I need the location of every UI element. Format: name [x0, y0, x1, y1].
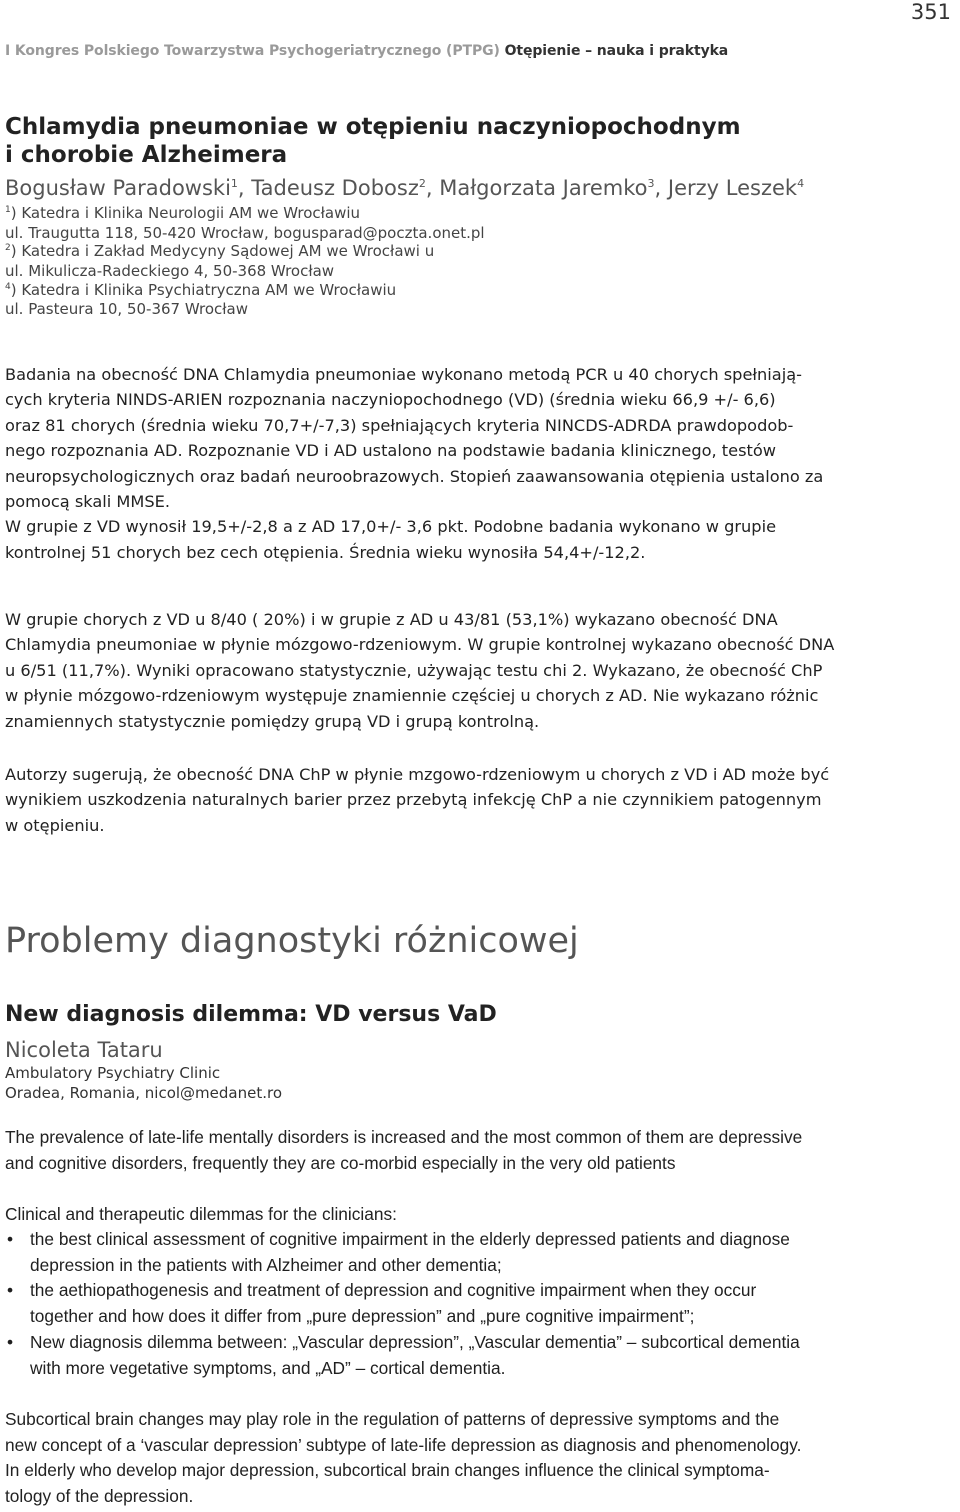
affiliation-sup: 4: [5, 282, 11, 292]
affiliation-sup: 2: [5, 243, 11, 253]
dilemmas-heading: Clinical and therapeutic dilemmas for the clinicians:: [5, 1204, 397, 1224]
text-line: Autorzy sugerują, że obecność DNA ChP w płynie mzgowo-rdzeniowym u chorych z VD i AD może być: [5, 765, 830, 784]
text-line: u 6/51 (11,7%). Wyniki opracowano statystycznie, używając testu chi 2. Wykazano, że obecność ChP: [5, 660, 823, 680]
affiliation-sup: 1: [5, 205, 11, 215]
author-sup: 1: [230, 177, 238, 190]
text-line: znamiennych statystycznie pomiędzy grupą VD i grupą kontrolną.: [5, 711, 540, 731]
author-name: Bogusław Paradowski: [5, 176, 231, 200]
article2-closing: [5, 1407, 960, 1510]
text-line: with more vegetative symptoms, and „AD” – cortical dementia.: [30, 1357, 506, 1378]
affiliation-line: [5, 224, 485, 242]
text-line: tology of the depression.: [5, 1486, 194, 1507]
article1-title-line: i chorobie Alzheimera: [5, 142, 288, 168]
affiliation-text: ) Katedra i Klinika Neurologii AM we Wrocławiu: [10, 204, 361, 222]
page-number: 351: [910, 0, 951, 24]
text-line: new concept of a ‘vascular depression’ subtype of late-life depression as diagnosis and phenomenology.: [5, 1434, 802, 1455]
author-name: Małgorzata Jaremko: [439, 176, 648, 200]
list-item: [5, 1227, 960, 1278]
article1-paragraph-methods: [5, 362, 955, 565]
affiliation-line: [5, 204, 360, 222]
author-sup: 3: [647, 177, 655, 190]
text-line: together and how does it differ from „pure depression” and „pure cognitive impairment”;: [30, 1306, 695, 1327]
section-title: Problemy diagnostyki różnicowej: [5, 921, 579, 961]
text-line: • the aethiopathogenesis and treatment of depression and cognitive impairment when they occur: [30, 1280, 757, 1301]
article1-title: [5, 113, 741, 169]
author-sup: 2: [418, 177, 426, 190]
text-line: neuropsychologicznych oraz badań neuroobrazowych. Stopień zaawansowania otępienia ustalono za: [5, 466, 824, 486]
text-line: Subcortical brain changes may play role in the regulation of patterns of depressive symptoms and the: [5, 1409, 780, 1429]
affiliation-text: ul. Traugutta 118, 50-420 Wrocław, bogusparad@poczta.onet.pl: [5, 224, 485, 242]
affiliation-text: ) Katedra i Klinika Psychiatryczna AM we Wrocławiu: [10, 281, 397, 299]
author-separator: ,: [654, 176, 668, 200]
text-line: w otępieniu.: [5, 815, 105, 835]
affiliation-text: ul. Mikulicza-Radeckiego 4, 50-368 Wrocław: [5, 262, 335, 280]
list-item: [5, 1278, 960, 1329]
author-name: Tadeusz Dobosz: [251, 176, 419, 200]
affiliation-line: [5, 262, 334, 280]
running-header-main: I Kongres Polskiego Towarzystwa Psychogeriatrycznego (PTPG): [5, 43, 500, 59]
article2-affiliation: Oradea, Romania, nicol@medanet.ro: [5, 1084, 282, 1102]
author-separator: ,: [237, 176, 252, 200]
author-separator: ,: [425, 176, 440, 200]
affiliation-line: [5, 242, 434, 260]
text-line: depression in the patients with Alzheimer and other dementia;: [30, 1254, 502, 1275]
article1-paragraph-conclusions: [5, 762, 955, 838]
affiliation-text: ul. Pasteura 10, 50-367 Wrocław: [5, 300, 248, 318]
text-line: oraz 81 chorych (średnia wieku 70,7+/-7,3) spełniających kryteria NINCDS-ADRDA prawdopodob-: [5, 415, 794, 435]
running-header: [5, 43, 728, 59]
running-header-tail: Otępienie – nauka i praktyka: [504, 43, 729, 59]
text-line: cych kryteria NINDS-ARIEN rozpoznania naczyniopochodnego (VD) (średnia wieku 66,9 +/- 6,6): [5, 390, 776, 410]
text-line: Badania na obecność DNA Chlamydia pneumoniae wykonano metodą PCR u 40 chorych spełniają-: [5, 365, 802, 384]
text-line: The prevalence of late-life mentally disorders is increased and the most common of them are depressive: [5, 1127, 803, 1147]
article2-title: New diagnosis dilemma: VD versus VaD: [5, 1002, 497, 1027]
text-line: and cognitive disorders, frequently they are co-morbid especially in the very old patients: [5, 1152, 676, 1173]
dilemmas-list: [5, 1227, 960, 1381]
text-line: In elderly who develop major depression, subcortical brain changes influence the clinical symptoma-: [5, 1460, 770, 1481]
text-line: wynikiem uszkodzenia naturalnych barier przez przebytą infekcję ChP a nie czynnikiem patogennym: [5, 790, 822, 810]
text-line: Chlamydia pneumoniae w płynie mózgowo-rdzeniowym. W grupie kontrolnej wykazano obecność DNA: [5, 635, 835, 655]
text-line: nego rozpoznania AD. Rozpoznanie VD i AD ustalono na podstawie badania klinicznego, testów: [5, 441, 777, 461]
text-line: W grupie chorych z VD u 8/40 ( 20%) i w grupie z AD u 43/81 (53,1%) wykazano obecność DNA: [5, 610, 778, 629]
article1-title-line: Chlamydia pneumoniae w otępieniu naczyniopochodnym: [5, 114, 741, 140]
text-line: W grupie z VD wynosił 19,5+/-2,8 a z AD 17,0+/- 3,6 pkt. Podobne badania wykonano w grupie: [5, 517, 777, 537]
article1-authors: [5, 176, 804, 200]
text-line: pomocą skali MMSE.: [5, 492, 170, 512]
article2-affiliation: Ambulatory Psychiatry Clinic: [5, 1064, 221, 1082]
list-item: [5, 1330, 960, 1381]
author-name: Jerzy Leszek: [667, 176, 798, 200]
affiliation-line: [5, 281, 396, 299]
text-line: kontrolnej 51 chorych bez cech otępienia. Średnia wieku wynosiła 54,4+/-12,2.: [5, 542, 646, 562]
author-sup: 4: [797, 177, 805, 190]
article2-author: Nicoleta Tataru: [5, 1038, 163, 1062]
article2-intro: [5, 1125, 960, 1176]
text-line: • New diagnosis dilemma between: „Vascular depression”, „Vascular dementia” – subcortical dementia: [30, 1331, 800, 1352]
affiliation-text: ) Katedra i Zakład Medycyny Sądowej AM we Wrocławi u: [10, 242, 435, 260]
text-line: w płynie mózgowo-rdzeniowym występuje znamiennie częściej u chorych z AD. Nie wykazano różnic: [5, 686, 819, 706]
affiliation-line: [5, 300, 248, 318]
text-line: • the best clinical assessment of cognitive impairment in the elderly depressed patients and diagnose: [30, 1229, 790, 1249]
article1-paragraph-results: [5, 607, 955, 734]
